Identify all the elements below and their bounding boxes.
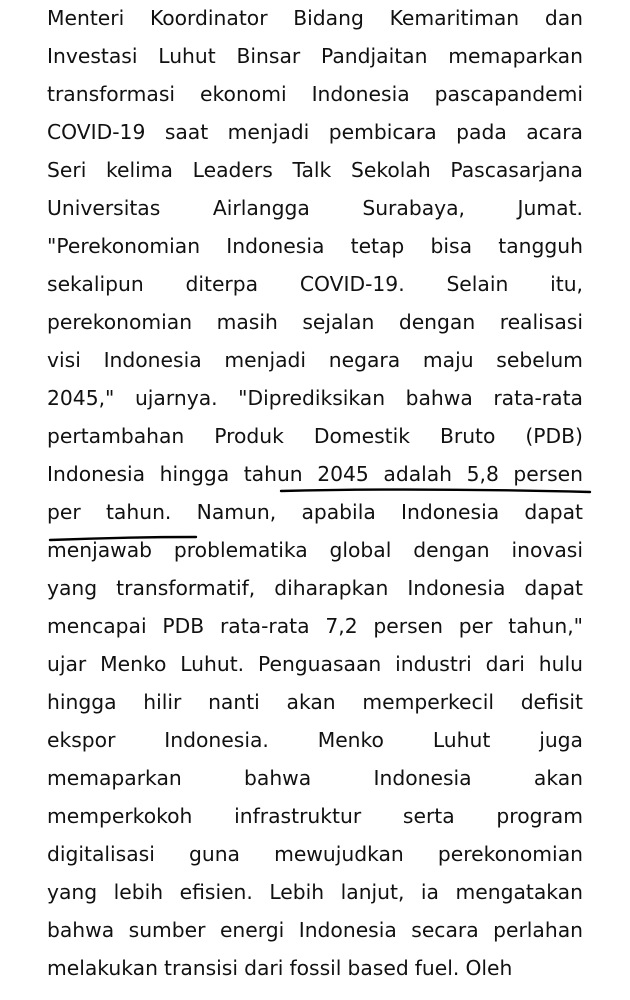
text-line (47, 721, 583, 759)
word: global (329, 538, 392, 562)
word: COVID-19. (299, 272, 405, 296)
word: Luhut (432, 728, 491, 752)
word: adalah (383, 462, 453, 486)
word: visi (47, 348, 81, 372)
word: ujarnya. (134, 386, 218, 410)
text-line (47, 873, 583, 911)
word: akan (533, 766, 583, 790)
word: realisasi (499, 310, 583, 334)
word: "Perekonomian (47, 234, 201, 258)
word: Indonesia (407, 576, 506, 600)
word: energi (219, 918, 285, 942)
text-line (47, 835, 583, 873)
text-line (47, 949, 583, 987)
word: transformatif, (116, 576, 256, 600)
text-line (47, 265, 583, 303)
word: guna (188, 842, 240, 866)
word: pertambahan (47, 424, 185, 448)
word: Pandjaitan (321, 44, 428, 68)
text-line (47, 759, 583, 797)
word: (PDB) (525, 424, 583, 448)
word: 5,8 (466, 462, 499, 486)
word: dari (244, 956, 284, 980)
word: hulu (538, 652, 583, 676)
word: ekonomi (200, 82, 287, 106)
word: Binsar (236, 44, 301, 68)
word: Talk (292, 158, 332, 182)
word: Produk (214, 424, 284, 448)
word: menjadi (227, 120, 310, 144)
word: nanti (208, 690, 260, 714)
word: tetap (350, 234, 405, 258)
word: akan (286, 690, 336, 714)
word: Penguasaan (257, 652, 382, 676)
word: menjadi (224, 348, 307, 372)
word: Indonesia (373, 766, 472, 790)
word: Koordinator (149, 6, 268, 30)
text-line (47, 227, 583, 265)
word: perekonomian (437, 842, 583, 866)
word: tahun. (105, 500, 172, 524)
text-line (47, 531, 583, 569)
word: sekalipun (47, 272, 144, 296)
word: menjawab (47, 538, 153, 562)
word: mewujudkan (274, 842, 404, 866)
word: sebelum (496, 348, 583, 372)
word: diharapkan (274, 576, 389, 600)
word: Indonesia (298, 918, 397, 942)
word: Seri (47, 158, 87, 182)
word: mengatakan (455, 880, 583, 904)
word: transisi (164, 956, 239, 980)
word: persen (373, 614, 443, 638)
word: acara (526, 120, 583, 144)
word: Indonesia. (164, 728, 269, 752)
word: sumber (128, 918, 206, 942)
text-line (47, 75, 583, 113)
word: tangguh (498, 234, 583, 258)
word: per (458, 614, 493, 638)
word: dari (485, 652, 525, 676)
word: Indonesia (401, 500, 500, 524)
text-line (47, 417, 583, 455)
article-body (47, 0, 583, 987)
word: serta (402, 804, 455, 828)
word: industri (395, 652, 472, 676)
text-line (47, 645, 583, 683)
word: Bidang (293, 6, 364, 30)
word: Namun, (196, 500, 277, 524)
text-line (47, 151, 583, 189)
word: diterpa (185, 272, 259, 296)
word: lanjut, (340, 880, 405, 904)
word: Jumat. (517, 196, 583, 220)
word: fuel. (414, 956, 460, 980)
text-line (47, 113, 583, 151)
word: inovasi (511, 538, 583, 562)
word: kelima (106, 158, 173, 182)
word: Oleh (465, 956, 513, 980)
word: apabila (301, 500, 376, 524)
word: ia (420, 880, 439, 904)
text-line (47, 37, 583, 75)
word: juga (539, 728, 583, 752)
word: perlahan (493, 918, 583, 942)
word: secara (411, 918, 479, 942)
word: itu, (550, 272, 583, 296)
word: hilir (143, 690, 182, 714)
word: Bruto (439, 424, 496, 448)
word: lebih (113, 880, 164, 904)
word: pascapandemi (434, 82, 583, 106)
word: dapat (524, 500, 583, 524)
word: mencapai (47, 614, 147, 638)
word: Menko (317, 728, 384, 752)
word: Domestik (313, 424, 410, 448)
word: fossil (289, 956, 342, 980)
word: melakukan (47, 956, 158, 980)
text-line (47, 303, 583, 341)
word: Lebih (269, 880, 325, 904)
word: maju (422, 348, 474, 372)
word: Indonesia (103, 348, 202, 372)
word: memaparkan (448, 44, 583, 68)
word: Luhut. (180, 652, 245, 676)
word: dapat (524, 576, 583, 600)
word: efisien. (179, 880, 253, 904)
text-line (47, 455, 583, 493)
word: Menteri (47, 6, 125, 30)
word: dengan (413, 538, 490, 562)
word: Surabaya, (362, 196, 466, 220)
word: Selain (446, 272, 509, 296)
word: memperkokoh (47, 804, 193, 828)
word: transformasi (47, 82, 176, 106)
word: masih (216, 310, 278, 334)
word: tahun (243, 462, 303, 486)
text-line (47, 569, 583, 607)
word: perekonomian (47, 310, 193, 334)
word: COVID-19 (47, 120, 146, 144)
word: tahun," (508, 614, 583, 638)
word: Sekolah (351, 158, 431, 182)
word: Luhut (158, 44, 216, 68)
word: sejalan (302, 310, 375, 334)
word: pada (456, 120, 507, 144)
word: defisit (520, 690, 583, 714)
word: ujar (47, 652, 87, 676)
text-line (47, 189, 583, 227)
word: bisa (430, 234, 473, 258)
word: Kemaritiman (389, 6, 520, 30)
word: based (347, 956, 409, 980)
text-line (47, 379, 583, 417)
word: problematika (173, 538, 308, 562)
word: Menko (100, 652, 167, 676)
word: Indonesia (47, 462, 146, 486)
word: saat (164, 120, 209, 144)
word: rata-rata (493, 386, 583, 410)
word: yang (47, 576, 98, 600)
text-line (47, 493, 583, 531)
text-line (47, 0, 583, 37)
word: infrastruktur (234, 804, 362, 828)
word: Indonesia (311, 82, 410, 106)
text-line (47, 683, 583, 721)
word: digitalisasi (47, 842, 155, 866)
word: PDB (162, 614, 205, 638)
word: 2045," (47, 386, 115, 410)
word: rata-rata (219, 614, 310, 638)
text-line (47, 797, 583, 835)
word: yang (47, 880, 98, 904)
word: persen (513, 462, 583, 486)
word: Indonesia (226, 234, 325, 258)
word: bahwa (244, 766, 312, 790)
word: 7,2 (325, 614, 358, 638)
word: Pascasarjana (450, 158, 583, 182)
word: memaparkan (47, 766, 182, 790)
word: memperkecil (362, 690, 494, 714)
text-line (47, 607, 583, 645)
word: pembicara (328, 120, 437, 144)
word: Leaders (192, 158, 273, 182)
word: Airlangga (212, 196, 310, 220)
word: 2045 (317, 462, 369, 486)
word: dengan (398, 310, 476, 334)
word: "Diprediksikan (238, 386, 386, 410)
word: hingga (47, 690, 117, 714)
word: bahwa (405, 386, 473, 410)
word: Investasi (47, 44, 138, 68)
word: Universitas (47, 196, 161, 220)
word: bahwa (47, 918, 115, 942)
word: program (496, 804, 583, 828)
word: negara (328, 348, 401, 372)
word: ekspor (47, 728, 116, 752)
word: dan (544, 6, 583, 30)
text-line (47, 341, 583, 379)
text-line (47, 911, 583, 949)
word: per (47, 500, 81, 524)
word: hingga (159, 462, 230, 486)
